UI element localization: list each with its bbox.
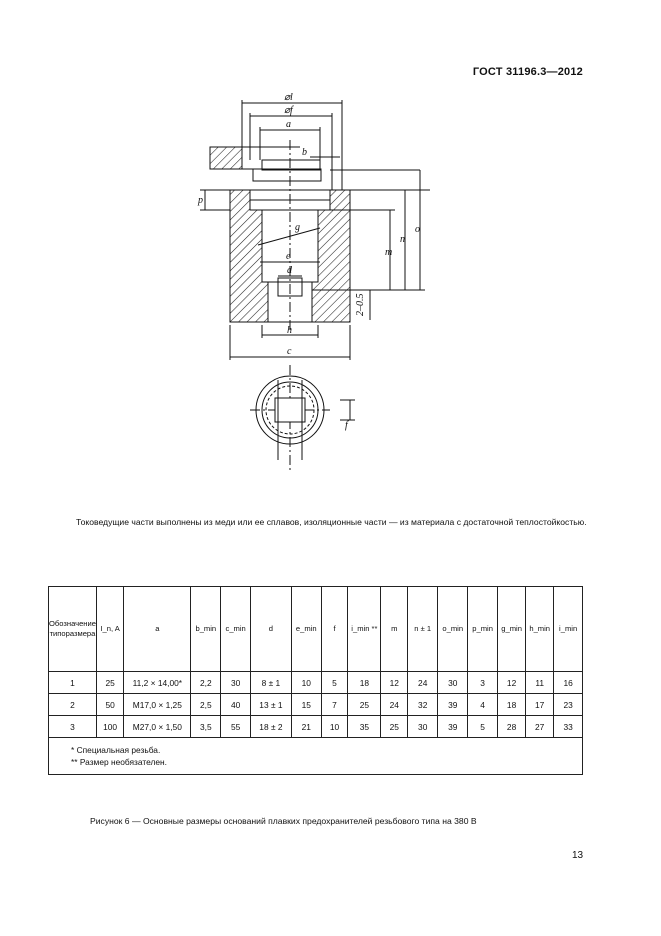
table-cell: 12 <box>498 672 526 694</box>
col-header: a <box>124 587 191 672</box>
col-header: I_n, A <box>96 587 123 672</box>
col-header: p_min <box>468 587 498 672</box>
table-cell: 55 <box>221 716 251 738</box>
table-cell: 39 <box>438 716 468 738</box>
table-cell: 25 <box>348 694 381 716</box>
table-cell: 17 <box>526 694 554 716</box>
col-header: g_min <box>498 587 526 672</box>
col-header: h_min <box>526 587 554 672</box>
table-cell: 30 <box>408 716 438 738</box>
table-cell: 2 <box>49 694 97 716</box>
table-cell: 11,2 × 14,00* <box>124 672 191 694</box>
dimensions-table <box>48 586 583 775</box>
table-cell: 21 <box>291 716 321 738</box>
footnote-row <box>49 738 583 775</box>
col-header: i_min ** <box>348 587 381 672</box>
table-cell: 16 <box>554 672 583 694</box>
dim-l: ⌀l <box>284 92 293 103</box>
dim-f: ⌀f <box>284 105 293 116</box>
table-cell: 11 <box>526 672 554 694</box>
table-cell: 39 <box>438 694 468 716</box>
table-cell: M17,0 × 1,25 <box>124 694 191 716</box>
table-cell: 28 <box>498 716 526 738</box>
fuse-cap-section <box>210 147 242 169</box>
table-cell: 24 <box>381 694 408 716</box>
table-cell: 18 <box>498 694 526 716</box>
col-header: n ± 1 <box>408 587 438 672</box>
table-cell: 2,2 <box>191 672 221 694</box>
dim-c: c <box>287 346 292 357</box>
dim-f-small: f <box>345 420 348 431</box>
footnote-1: * Специальная резьба. <box>71 745 161 755</box>
table-cell: 2,5 <box>191 694 221 716</box>
col-header: o_min <box>438 587 468 672</box>
table-cell: 3 <box>468 672 498 694</box>
dim-b: b <box>302 147 307 158</box>
table-cell: 23 <box>554 694 583 716</box>
col-header: Обозначение типоразмера <box>49 587 97 672</box>
table-cell: 10 <box>291 672 321 694</box>
table-cell: 24 <box>408 672 438 694</box>
table-cell: 40 <box>221 694 251 716</box>
table-cell: 25 <box>381 716 408 738</box>
table-cell: 10 <box>321 716 348 738</box>
table-cell: 33 <box>554 716 583 738</box>
dim-a-top: a <box>286 119 291 130</box>
dim-m: m <box>385 247 393 258</box>
col-header: i_min <box>554 587 583 672</box>
dim-d: d <box>287 265 292 276</box>
footnote-2: ** Размер необязателен. <box>71 757 167 767</box>
table-cell: 5 <box>468 716 498 738</box>
dim-e: e <box>286 251 291 262</box>
table-cell: 25 <box>96 672 123 694</box>
table-row <box>49 694 583 716</box>
table-cell: 18 <box>348 672 381 694</box>
table-row <box>49 716 583 738</box>
table-cell: 3,5 <box>191 716 221 738</box>
dim-p: p <box>198 195 203 206</box>
table-cell: 1 <box>49 672 97 694</box>
dim-n: n <box>400 234 405 245</box>
dim-h: h <box>287 325 292 336</box>
table-row <box>49 672 583 694</box>
page-number: 13 <box>572 850 584 861</box>
table-cell: 27 <box>526 716 554 738</box>
table-header-row <box>49 587 583 672</box>
standard-header: ГОСТ 31196.3—2012 <box>472 66 583 78</box>
table-cell: M27,0 × 1,50 <box>124 716 191 738</box>
col-header: c_min <box>221 587 251 672</box>
table-cell: 3 <box>49 716 97 738</box>
col-header: b_min <box>191 587 221 672</box>
table-cell: 12 <box>381 672 408 694</box>
dim-o: o <box>415 224 420 235</box>
table-cell: 4 <box>468 694 498 716</box>
table-cell: 50 <box>96 694 123 716</box>
table-cell: 35 <box>348 716 381 738</box>
table-cell: 5 <box>321 672 348 694</box>
col-header: m <box>381 587 408 672</box>
col-header: f <box>321 587 348 672</box>
table-cell: 8 ± 1 <box>251 672 292 694</box>
table-cell: 18 ± 2 <box>251 716 292 738</box>
col-header: e_min <box>291 587 321 672</box>
table-cell: 7 <box>321 694 348 716</box>
table-cell: 30 <box>438 672 468 694</box>
dim-g: g <box>295 222 300 233</box>
figure-caption: Рисунок 6 — Основные размеры оснований плавких предохранителей резьбового типа на 380 В <box>90 816 477 826</box>
dim-r: 2–0.5 <box>355 293 366 316</box>
table-cell: 15 <box>291 694 321 716</box>
table-cell: 30 <box>221 672 251 694</box>
col-header: d <box>251 587 292 672</box>
footnotes-cell <box>49 738 583 775</box>
table-cell: 13 ± 1 <box>251 694 292 716</box>
note-paragraph: Токоведущие части выполнены из меди или ее сплавов, изоляционные части — из материала с достаточной теплостойкостью. <box>76 517 587 527</box>
table-cell: 32 <box>408 694 438 716</box>
table-cell: 100 <box>96 716 123 738</box>
